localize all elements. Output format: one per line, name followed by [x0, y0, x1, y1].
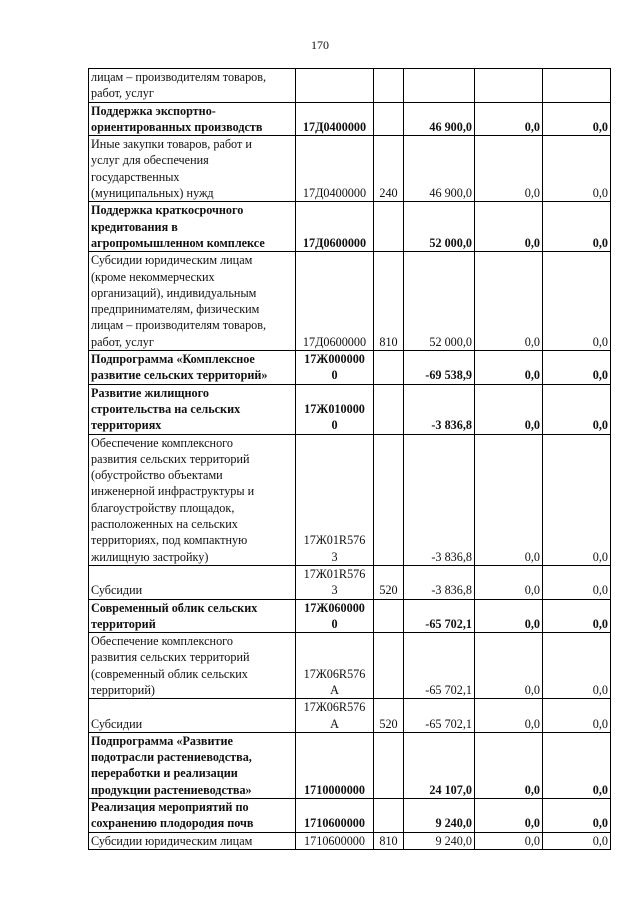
- table-row: [89, 202, 611, 252]
- expense-type-cell: [374, 599, 404, 633]
- amount-cell-3: 0,0: [543, 384, 611, 434]
- target-code-cell: 17Д0600000: [296, 252, 374, 351]
- row-name-cell: Подпрограмма «Развитие подотрасли растениеводства, переработки и реализации продукции растениеводства»: [89, 732, 296, 798]
- target-code-cell: 17Д0600000: [296, 202, 374, 252]
- table-row: [89, 832, 611, 849]
- table-row: [89, 565, 611, 599]
- table-row: [89, 384, 611, 434]
- amount-cell-2: 0,0: [475, 102, 543, 136]
- row-name-cell: Реализация мероприятий по сохранению плодородия почв: [89, 799, 296, 833]
- amount-cell-2: 0,0: [475, 351, 543, 385]
- page-number: 170: [311, 38, 329, 52]
- table-row: [89, 69, 611, 103]
- amount-cell-1: -3 836,8: [404, 384, 475, 434]
- amount-cell-1: 46 900,0: [404, 136, 475, 202]
- target-code-cell: 1710600000: [296, 799, 374, 833]
- amount-cell-1: -3 836,8: [404, 434, 475, 565]
- expense-type-cell: 810: [374, 832, 404, 849]
- target-code-cell: 17Ж06R576 А: [296, 633, 374, 699]
- expense-type-cell: [374, 69, 404, 103]
- expense-type-cell: [374, 102, 404, 136]
- target-code-cell: 17Ж010000 0: [296, 384, 374, 434]
- row-name-cell: Поддержка экспортно- ориентированных производств: [89, 102, 296, 136]
- amount-cell-3: 0,0: [543, 252, 611, 351]
- expense-type-cell: 810: [374, 252, 404, 351]
- expense-type-cell: [374, 799, 404, 833]
- amount-cell-3: 0,0: [543, 565, 611, 599]
- expense-type-cell: [374, 351, 404, 385]
- expense-type-cell: [374, 434, 404, 565]
- amount-cell-3: 0,0: [543, 732, 611, 798]
- table-row: [89, 799, 611, 833]
- target-code-cell: [296, 69, 374, 103]
- row-name-cell: Обеспечение комплексного развития сельских территорий (современный облик сельских территорий): [89, 633, 296, 699]
- amount-cell-2: 0,0: [475, 136, 543, 202]
- amount-cell-2: 0,0: [475, 384, 543, 434]
- amount-cell-2: 0,0: [475, 202, 543, 252]
- target-code-cell: 17Д0400000: [296, 136, 374, 202]
- target-code-cell: 1710600000: [296, 832, 374, 849]
- amount-cell-1: 9 240,0: [404, 799, 475, 833]
- row-name-cell: Субсидии юридическим лицам (кроме некоммерческих организаций), индивидуальным предпринимателям, физическим лицам – производителям товаров, работ, услуг: [89, 252, 296, 351]
- target-code-cell: 17Ж06R576 А: [296, 699, 374, 733]
- amount-cell-2: 0,0: [475, 699, 543, 733]
- row-name-cell: Иные закупки товаров, работ и услуг для обеспечения государственных (муниципальных) нужд: [89, 136, 296, 202]
- target-code-cell: 17Ж000000 0: [296, 351, 374, 385]
- table-row: [89, 351, 611, 385]
- amount-cell-3: 0,0: [543, 434, 611, 565]
- amount-cell-2: [475, 69, 543, 103]
- amount-cell-1: -69 538,9: [404, 351, 475, 385]
- row-name-cell: Поддержка краткосрочного кредитования в агропромышленном комплексе: [89, 202, 296, 252]
- table-row: [89, 599, 611, 633]
- amount-cell-1: -65 702,1: [404, 699, 475, 733]
- expense-type-cell: [374, 732, 404, 798]
- expense-type-cell: 520: [374, 699, 404, 733]
- amount-cell-3: 0,0: [543, 102, 611, 136]
- amount-cell-1: 24 107,0: [404, 732, 475, 798]
- amount-cell-2: 0,0: [475, 832, 543, 849]
- row-name-cell: Развитие жилищного строительства на сельских территориях: [89, 384, 296, 434]
- table-row: [89, 434, 611, 565]
- row-name-cell: Субсидии юридическим лицам: [89, 832, 296, 849]
- amount-cell-1: 52 000,0: [404, 252, 475, 351]
- amount-cell-3: 0,0: [543, 351, 611, 385]
- table-row: [89, 136, 611, 202]
- expense-type-cell: 520: [374, 565, 404, 599]
- expense-type-cell: [374, 633, 404, 699]
- table-row: [89, 102, 611, 136]
- budget-table-body: [89, 69, 611, 850]
- row-name-cell: Обеспечение комплексного развития сельских территорий (обустройство объектами инженерной инфраструктуры и благоустройству площадок, расположенных на сельских территориях, под компактную жилищную застройку): [89, 434, 296, 565]
- budget-table: [88, 68, 611, 850]
- amount-cell-1: 52 000,0: [404, 202, 475, 252]
- amount-cell-3: 0,0: [543, 832, 611, 849]
- target-code-cell: 17Д0400000: [296, 102, 374, 136]
- row-name-cell: лицам – производителям товаров, работ, услуг: [89, 69, 296, 103]
- amount-cell-2: 0,0: [475, 599, 543, 633]
- amount-cell-2: 0,0: [475, 252, 543, 351]
- amount-cell-2: 0,0: [475, 565, 543, 599]
- amount-cell-3: 0,0: [543, 699, 611, 733]
- amount-cell-2: 0,0: [475, 434, 543, 565]
- expense-type-cell: 240: [374, 136, 404, 202]
- amount-cell-1: -65 702,1: [404, 599, 475, 633]
- amount-cell-3: [543, 69, 611, 103]
- row-name-cell: Подпрограмма «Комплексное развитие сельских территорий»: [89, 351, 296, 385]
- row-name-cell: Современный облик сельских территорий: [89, 599, 296, 633]
- expense-type-cell: [374, 384, 404, 434]
- table-row: [89, 732, 611, 798]
- table-row: [89, 699, 611, 733]
- expense-type-cell: [374, 202, 404, 252]
- amount-cell-2: 0,0: [475, 732, 543, 798]
- amount-cell-1: [404, 69, 475, 103]
- amount-cell-3: 0,0: [543, 799, 611, 833]
- target-code-cell: 17Ж060000 0: [296, 599, 374, 633]
- amount-cell-1: -3 836,8: [404, 565, 475, 599]
- amount-cell-3: 0,0: [543, 136, 611, 202]
- amount-cell-3: 0,0: [543, 633, 611, 699]
- row-name-cell: Субсидии: [89, 565, 296, 599]
- row-name-cell: Субсидии: [89, 699, 296, 733]
- amount-cell-3: 0,0: [543, 202, 611, 252]
- amount-cell-3: 0,0: [543, 599, 611, 633]
- amount-cell-1: 9 240,0: [404, 832, 475, 849]
- amount-cell-2: 0,0: [475, 633, 543, 699]
- target-code-cell: 17Ж01R576 3: [296, 565, 374, 599]
- target-code-cell: 1710000000: [296, 732, 374, 798]
- table-row: [89, 252, 611, 351]
- table-row: [89, 633, 611, 699]
- amount-cell-1: 46 900,0: [404, 102, 475, 136]
- amount-cell-2: 0,0: [475, 799, 543, 833]
- target-code-cell: 17Ж01R576 3: [296, 434, 374, 565]
- amount-cell-1: -65 702,1: [404, 633, 475, 699]
